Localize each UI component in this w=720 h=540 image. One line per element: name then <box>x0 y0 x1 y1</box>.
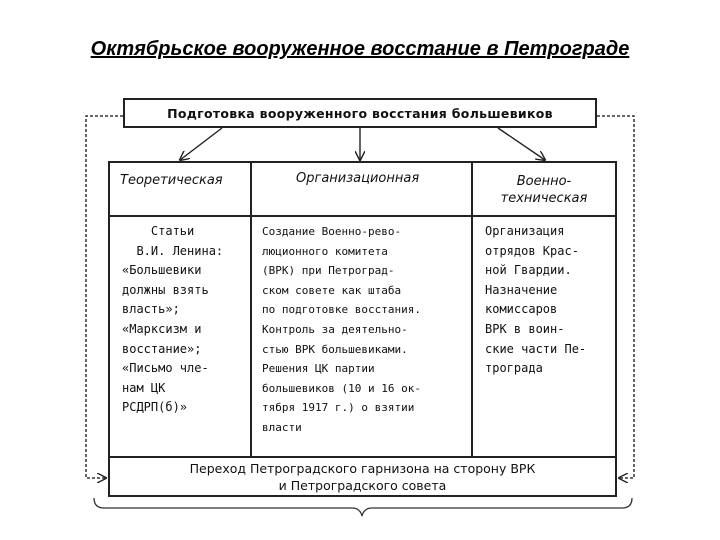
slide-title: Октябрьское вооруженное восстание в Петрограде <box>90 38 630 60</box>
header-theoretical <box>110 163 250 215</box>
header-military-technical <box>473 163 615 215</box>
top-box-preparation: Подготовка вооруженного восстания большевиков <box>123 98 597 128</box>
garrison-line-1: Переход Петроградского гарнизона на сторону ВРК <box>189 461 536 476</box>
arrow-to-military <box>498 128 545 160</box>
bottom-brace <box>94 498 632 516</box>
arrow-to-theoretical <box>180 128 222 160</box>
garrison-transition-row <box>110 458 615 495</box>
column-military-text: Организация отрядов Крас- ной Гвардии. Назначение комиссаров ВРК в воин- ские части Пе- трограда <box>485 224 587 376</box>
column-theoretical-text: Статьи В.И. Ленина: «Большевики должны взять власть»; «Марксизм и восстание»; «Письмо чле- нам ЦК РСДРП(б)» <box>122 224 224 415</box>
header-theoretical-label: Теоретическая <box>120 173 223 188</box>
preparation-table <box>108 161 617 497</box>
header-military-line2: техническая <box>500 191 588 206</box>
garrison-line-2: и Петроградского совета <box>278 478 447 493</box>
header-organizational-label: Организационная <box>296 171 420 186</box>
header-military-line1: Военно- <box>516 174 572 189</box>
header-organizational <box>252 163 471 215</box>
column-organizational-text: Создание Военно-рево- люционного комитета (ВРК) при Петроград- ском совете как штаба по подготовке восстания. Контроль за деятельно- стью ВРК большевиками. Решения ЦК партии большевиков (10 и 16 ок- тября 1917 г.) о взятии власти <box>262 225 421 434</box>
